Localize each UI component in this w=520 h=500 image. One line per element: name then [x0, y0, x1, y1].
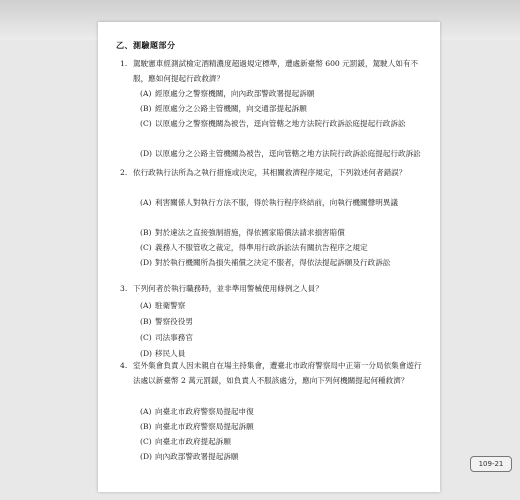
option-label: (A): [140, 301, 152, 310]
option-c: [140, 116, 426, 131]
option-text: 經原處分之警察機關，向內政部警政署提起訴願: [155, 89, 315, 98]
option-c: [140, 330, 426, 345]
option-label: (C): [140, 119, 152, 128]
option-text: 義務人不服管收之裁定，得準用行政訴訟法有關抗告程序之規定: [155, 243, 368, 252]
question-stem: 依行政執行法所為之執行措施或決定，其相關救濟程序規定，下列敘述何者錯誤？: [133, 168, 407, 177]
option-label: (D): [140, 149, 153, 158]
option-text: 對於違法之直接強制措施，得依國家賠償法請求損害賠償: [155, 228, 345, 237]
option-b: [140, 101, 426, 116]
option-text: 向臺北市政府警察局提起訴願: [155, 422, 254, 431]
option-label: (D): [140, 349, 153, 358]
option-text: 經原處分之公路主管機關，向交通部提起訴願: [155, 104, 307, 113]
option-label: (B): [140, 104, 152, 113]
option-text: 向內政部警政署提起訴願: [155, 452, 239, 461]
option-label: (A): [140, 198, 152, 207]
option-label: (C): [140, 437, 152, 446]
option-label: (C): [140, 243, 152, 252]
section-title: 乙、測驗題部分: [116, 40, 176, 50]
option-label: (D): [140, 258, 153, 267]
option-text: 駐衛警察: [155, 301, 186, 310]
option-label: (D): [140, 452, 153, 461]
option-b: [140, 314, 426, 329]
option-d: [140, 449, 426, 464]
option-label: (A): [140, 407, 152, 416]
question-stem: 駕駛憲車經測試檢定酒精濃度超過規定標準，遭處新臺幣 600 元罰鍰，駕駛人如有不服，應如何提起行政救濟？: [133, 59, 419, 83]
option-b: [140, 225, 426, 240]
option-a: [140, 86, 426, 101]
option-text: 向臺北市政府警察局提起申復: [155, 407, 254, 416]
option-label: (B): [140, 422, 152, 431]
option-b: [140, 419, 426, 434]
option-c: [140, 240, 426, 255]
option-text: 以原處分之警察機關為被告，逕向管轄之地方法院行政訴訟庭提起行政訴訟: [155, 119, 406, 128]
option-a: [140, 195, 426, 210]
option-label: (A): [140, 89, 152, 98]
option-text: 移民人員: [155, 349, 186, 358]
option-c: [140, 434, 426, 449]
option-text: 警察役役男: [155, 317, 193, 326]
question-number: 3.: [120, 284, 128, 293]
option-d: [140, 255, 426, 270]
option-a: [140, 298, 426, 313]
option-text: 對於執行機關所為損失補償之決定不服者，得依法提起訴願及行政訴訟: [155, 258, 391, 267]
question-number: 2.: [120, 168, 128, 177]
option-label: (C): [140, 333, 152, 342]
option-a: [140, 404, 426, 419]
option-label: (B): [140, 317, 152, 326]
question-stem: 室外集會負責人因未親自在場主持集會，遭臺北市政府警察局中正第一分局依集會遊行法處以新臺幣 2 萬元罰鍰，如負責人不服該處分，應向下列何機關提起何種救濟？: [133, 361, 422, 385]
question-number: 4.: [120, 361, 128, 370]
option-text: 司法事務官: [155, 333, 193, 342]
question-number: 1.: [120, 59, 128, 68]
document-page: [98, 22, 504, 492]
question-stem: 下列何者於執行職務時，並非準用警械使用條例之人員？: [133, 284, 323, 293]
option-text: 利害關係人對執行方法不服，得於執行程序終結前，向執行機關聲明異議: [155, 198, 398, 207]
option-text: 以原處分之公路主管機關為被告，逕向管轄之地方法院行政訴訟庭提起行政訴訟: [155, 149, 421, 158]
page-number: 109-21: [470, 456, 512, 472]
option-text: 向臺北市政府提起訴願: [155, 437, 231, 446]
option-d: [140, 146, 426, 161]
option-label: (B): [140, 228, 152, 237]
